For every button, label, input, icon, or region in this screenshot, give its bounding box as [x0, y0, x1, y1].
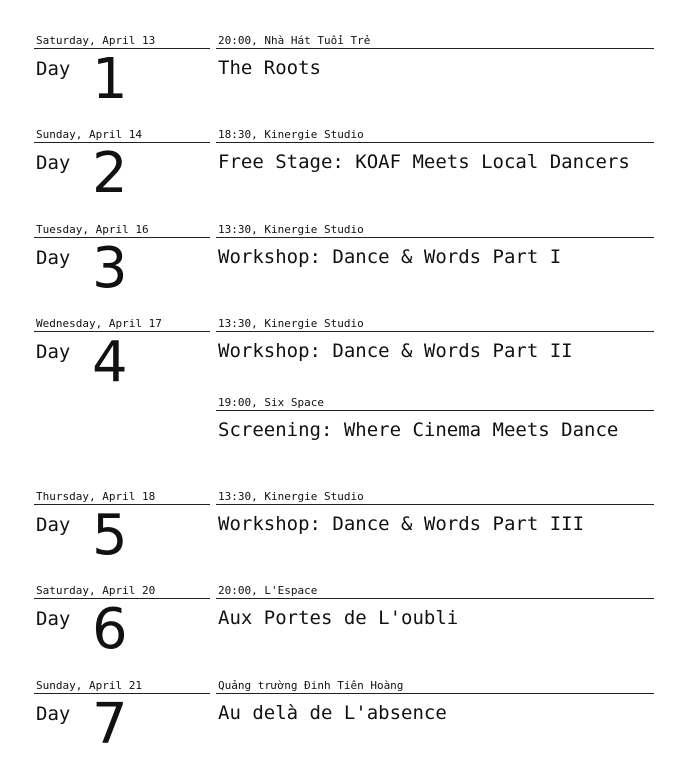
day-number: 4	[92, 330, 128, 395]
day-number: 2	[92, 141, 128, 206]
divider	[216, 48, 654, 49]
event-time-venue: 13:30, Kinergie Studio	[218, 223, 364, 236]
divider	[216, 504, 654, 505]
event-title: Screening: Where Cinema Meets Dance	[218, 419, 619, 441]
event-title: Free Stage: KOAF Meets Local Dancers	[218, 151, 630, 173]
event-time-venue: 13:30, Kinergie Studio	[218, 317, 364, 330]
day-date: Tuesday, April 16	[36, 223, 149, 236]
day-number: 7	[92, 692, 128, 757]
event-time-venue: 18:30, Kinergie Studio	[218, 128, 364, 141]
day-date: Sunday, April 21	[36, 679, 142, 692]
day-date: Saturday, April 20	[36, 584, 156, 597]
day-label: Day	[36, 514, 71, 536]
event-time-venue: 20:00, Nhà Hát Tuổi Trẻ	[218, 34, 371, 47]
day-number: 1	[92, 47, 128, 112]
day-label: Day	[36, 247, 71, 269]
divider	[216, 142, 654, 143]
event-time-venue: Quảng trường Đinh Tiên Hoàng	[218, 679, 404, 692]
day-number: 3	[92, 236, 128, 301]
event-title: Au delà de L'absence	[218, 702, 447, 724]
day-number: 5	[92, 503, 128, 568]
day-date: Wednesday, April 17	[36, 317, 162, 330]
day-label: Day	[36, 58, 71, 80]
day-date: Saturday, April 13	[36, 34, 156, 47]
divider	[216, 237, 654, 238]
day-number: 6	[92, 597, 128, 662]
day-label: Day	[36, 608, 71, 630]
event-title: Workshop: Dance & Words Part III	[218, 513, 585, 535]
event-title: Workshop: Dance & Words Part II	[218, 340, 573, 362]
event-time-venue: 20:00, L'Espace	[218, 584, 318, 597]
day-date: Sunday, April 14	[36, 128, 142, 141]
divider	[216, 693, 654, 694]
day-label: Day	[36, 152, 71, 174]
day-label: Day	[36, 341, 71, 363]
day-date: Thursday, April 18	[36, 490, 156, 503]
event-title: The Roots	[218, 57, 321, 79]
event-time-venue: 13:30, Kinergie Studio	[218, 490, 364, 503]
event-title: Aux Portes de L'oubli	[218, 607, 459, 629]
divider	[216, 410, 654, 411]
divider	[216, 598, 654, 599]
event-title: Workshop: Dance & Words Part I	[218, 246, 562, 268]
divider	[216, 331, 654, 332]
day-label: Day	[36, 703, 71, 725]
event-time-venue: 19:00, Six Space	[218, 396, 324, 409]
